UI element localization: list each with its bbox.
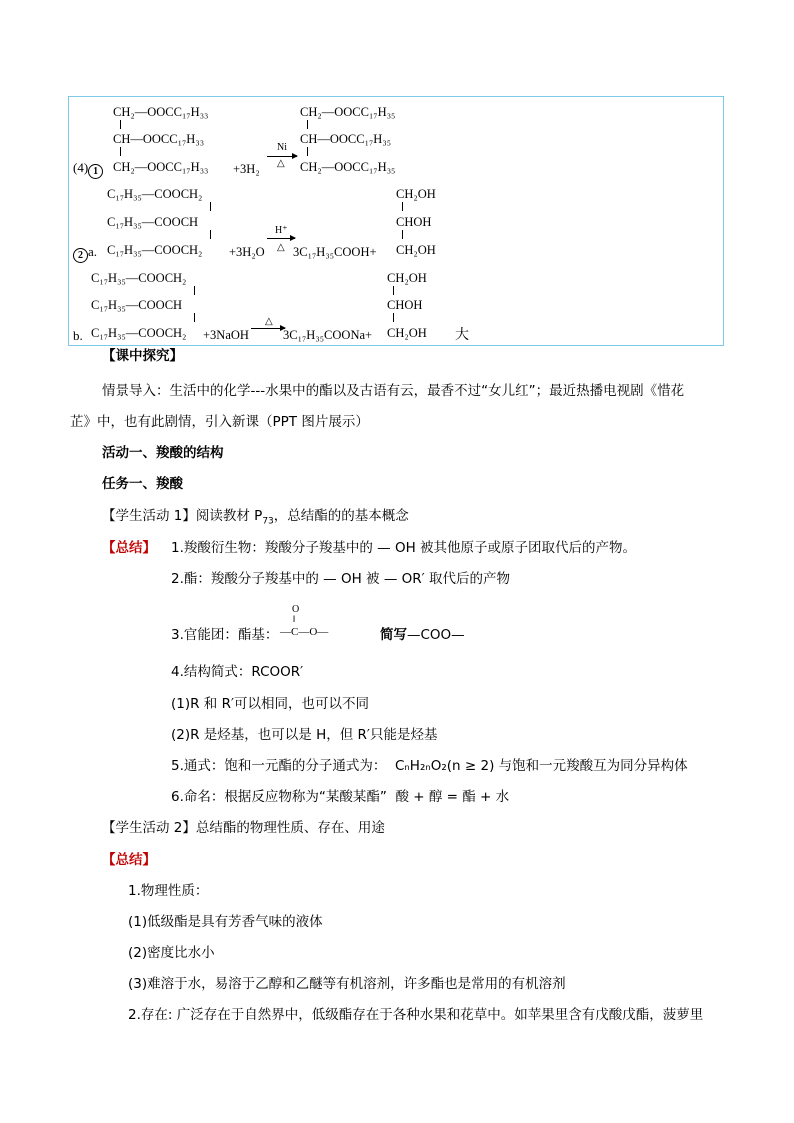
r2a-arrow-forward xyxy=(267,238,295,239)
summary-item-5: 5.通式：饱和一元酯的分子通式为： CₙH₂ₙO₂(n ≥ 2) 与饱和一元羧酸互为同分异构体 xyxy=(171,758,688,774)
r2a-glycerol-line-2: CHOH xyxy=(396,215,432,229)
student-activity-2: 【学生活动 2】总结酯的物理性质、存在、用途 xyxy=(102,820,385,836)
r2a-product: 3C₁₇H₃₅COOH+ xyxy=(293,245,377,259)
r2b-tail-text: 大 xyxy=(455,328,469,343)
bond-line xyxy=(194,286,195,295)
reaction-equations-box xyxy=(68,96,724,346)
r2a-reagent: +3H₂O xyxy=(229,245,265,259)
bond-line xyxy=(393,313,394,322)
ester-group-oxygen: O xyxy=(292,604,300,615)
r2b-label: b. xyxy=(73,328,83,343)
activity-1-heading: 活动一、羧酸的结构 xyxy=(102,445,224,461)
bond-line xyxy=(402,202,403,211)
summary-item-4: 4.结构简式：RCOOR′ xyxy=(171,664,304,680)
r2b-condition: △ xyxy=(265,316,273,327)
r2b-reactant-line-1: C₁₇H₃₅—COOCH₂ xyxy=(91,271,187,285)
ester-group-double-bond: ‖ xyxy=(293,614,296,624)
summary-item-4-2: (2)R 是烃基，也可以是 H，但 R′只能是烃基 xyxy=(171,727,438,743)
r2b-arrow xyxy=(251,328,285,329)
summary-label-2: 【总结】 xyxy=(102,852,156,868)
r4-reactant-line-1: CH₂—OOCC₁₇H₃₃ xyxy=(113,105,209,119)
summary-item-3-label: 3.官能团：酯基： xyxy=(171,627,279,643)
summary-item-1: 1.羧酸衍生物：羧酸分子羧基中的 — OH 被其他原子或原子团取代后的产物。 xyxy=(171,540,637,556)
bond-line xyxy=(307,147,308,156)
summary-item-2: 2.酯：羧酸分子羧基中的 — OH 被 — OR′ 取代后的产物 xyxy=(171,571,510,587)
r4-reagent: +3H₂ xyxy=(233,162,260,176)
ester-group-structure: —C—O— xyxy=(280,626,329,638)
r2b-glycerol-line-2: CHOH xyxy=(387,298,423,312)
r2b-reactant-line-2: C₁₇H₃₅—COOCH xyxy=(91,298,183,312)
summary-item-4-1: (1)R 和 R′可以相同，也可以不同 xyxy=(171,696,370,712)
r4-reactant-line-2: CH—OOCC₁₇H₃₃ xyxy=(113,132,205,146)
task-1-heading: 任务一、羧酸 xyxy=(102,476,183,492)
intro-paragraph-line-2: 芷》中，也有此剧情，引入新课（PPT 图片展示） xyxy=(70,414,369,430)
r2a-catalyst: H⁺ xyxy=(275,225,288,236)
r2b-reagent: +3NaOH xyxy=(203,328,249,342)
r2a-reactant-line-2: C₁₇H₃₅—COOCH xyxy=(107,215,199,229)
r4-label: (4) 1 xyxy=(73,161,103,179)
occurrence-paragraph: 2.存在: 广泛存在于自然界中，低级酯存在于各种水果和花草中。如苹果里含有戊酸戊酯，菠萝里 xyxy=(128,1007,704,1023)
summary-item-6: 6.命名：根据反应物称为“某酸某酯” 酸 + 醇 = 酯 + 水 xyxy=(171,789,510,805)
physical-property-2: (2)密度比水小 xyxy=(128,945,215,961)
r2a-reactant-line-3: C₁₇H₃₅—COOCH₂ xyxy=(107,243,203,257)
r4-product-line-2: CH—OOCC₁₇H₃₅ xyxy=(300,132,392,146)
r2a-label: 2 a. xyxy=(73,245,97,263)
section-header: 【课中探究】 xyxy=(102,348,183,364)
physical-property-1: (1)低级酯是具有芳香气味的液体 xyxy=(128,914,323,930)
r4-arrow xyxy=(267,156,297,157)
r4-product-line-3: CH₂—OOCC₁₇H₃₅ xyxy=(300,160,396,174)
summary-label-1: 【总结】 xyxy=(102,540,156,556)
intro-paragraph-line-1: 情景导入：生活中的化学---水果中的酯以及古语有云，最香不过“女儿红”；最近热播电视剧《惜花 xyxy=(102,383,685,399)
bond-line xyxy=(210,202,211,211)
r2b-reactant-line-3: C₁₇H₃₅—COOCH₂ xyxy=(91,326,187,340)
r4-condition: △ xyxy=(277,158,285,169)
abbreviation: 简写—COO— xyxy=(380,627,465,643)
bond-line xyxy=(393,286,394,295)
r4-catalyst: Ni xyxy=(277,142,287,153)
student-activity-1: 【学生活动 1】阅读教材 $P_{73}$，总结酯的的基本概念 xyxy=(102,508,409,527)
r2a-glycerol-line-1: CH₂OH xyxy=(396,187,436,201)
physical-properties-heading: 1.物理性质： xyxy=(128,883,209,899)
r2a-reactant-line-1: C₁₇H₃₅—COOCH₂ xyxy=(107,187,203,201)
r2b-glycerol-line-3: CH₂OH xyxy=(387,326,427,340)
bond-line xyxy=(120,147,121,156)
bond-line xyxy=(120,120,121,129)
bond-line xyxy=(307,120,308,129)
r2a-condition: △ xyxy=(277,242,285,253)
r2b-glycerol-line-1: CH₂OH xyxy=(387,271,427,285)
r2a-glycerol-line-3: CH₂OH xyxy=(396,243,436,257)
r2b-product: 3C₁₇H₃₅COONa+ xyxy=(283,328,373,342)
bond-line xyxy=(210,230,211,239)
physical-property-3: (3)难溶于水，易溶于乙醇和乙醚等有机溶剂，许多酯也是常用的有机溶剂 xyxy=(128,976,566,992)
bond-line xyxy=(402,230,403,239)
r4-reactant-line-3: CH₂—OOCC₁₇H₃₃ xyxy=(113,160,209,174)
r4-product-line-1: CH₂—OOCC₁₇H₃₅ xyxy=(300,105,396,119)
bond-line xyxy=(194,313,195,322)
